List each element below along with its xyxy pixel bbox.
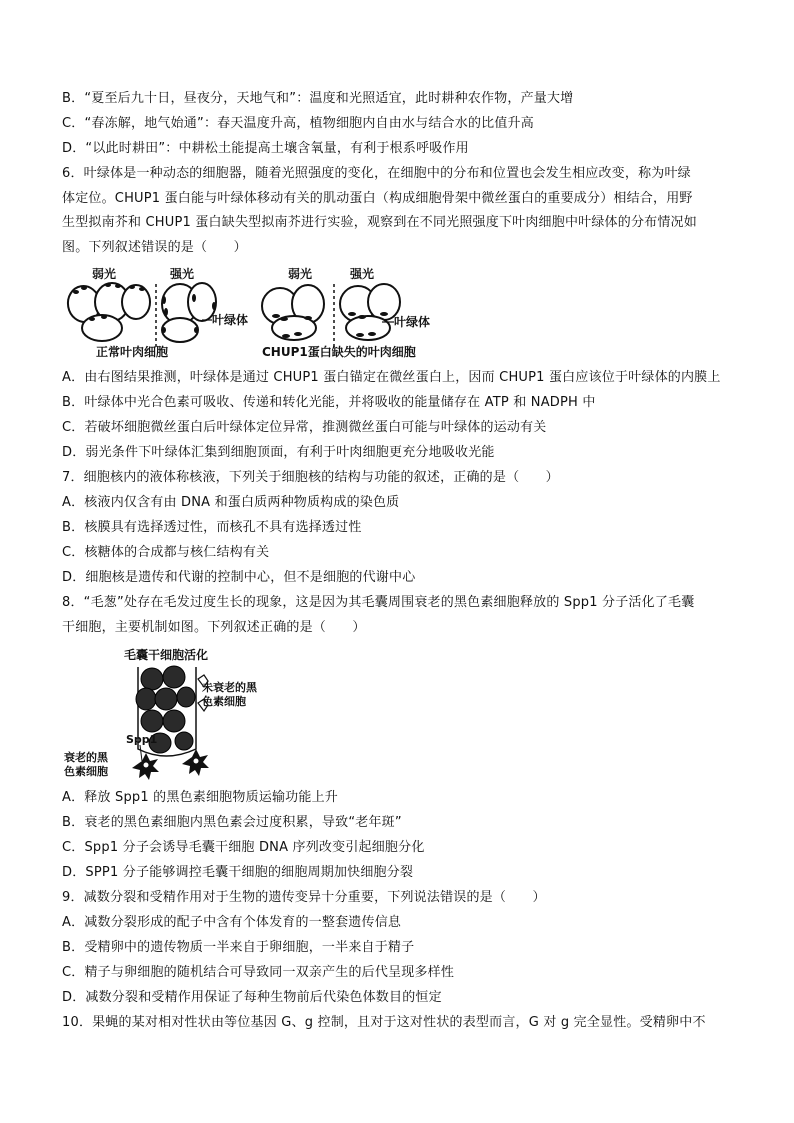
q6-right-caption: CHUP1蛋白缺失的叶肉细胞	[262, 345, 416, 359]
q6-left-strong-label: 强光	[170, 267, 195, 281]
q9-option-c: C．精子与卵细胞的随机结合可导致同一双亲产生的后代呈现多样性	[62, 965, 455, 980]
q8-figure-title: 毛囊干细胞活化	[124, 648, 209, 662]
q9-option-d: D．减数分裂和受精作用保证了每种生物前后代染色体数目的恒定	[62, 990, 442, 1005]
q6-right-strong-label: 强光	[350, 267, 375, 281]
q7-stem: 7．细胞核内的液体称核液，下列关于细胞核的结构与功能的叙述，正确的是（ ）	[62, 470, 559, 485]
q8-option-d: D．SPP1 分子能够调控毛囊干细胞的细胞周期加快细胞分裂	[62, 865, 414, 880]
q9-option-b: B．受精卵中的遗传物质一半来自于卵细胞，一半来自于精子	[62, 940, 415, 955]
q6-left-weak-label: 弱光	[92, 267, 117, 281]
q8-stem-line-1: 8．“毛葱”处存在毛发过度生长的现象，这是因为其毛囊周围衰老的黑色素细胞释放的 Spp1 分子活化了毛囊	[62, 595, 695, 610]
q6-chloroplast-figure	[62, 262, 462, 362]
q6-option-a: A．由右图结果推测，叶绿体是通过 CHUP1 蛋白锚定在微丝蛋白上，因而 CHUP1 蛋白应该位于叶绿体的内膜上	[62, 370, 721, 385]
q6-left-strong-cells	[162, 283, 216, 342]
q8-label-spp1: Spp1	[126, 733, 158, 746]
q8-label-old-line-1: 衰老的黑	[64, 751, 108, 764]
q9-stem: 9．减数分裂和受精作用对于生物的遗传变异十分重要，下列说法错误的是（ ）	[62, 890, 546, 905]
q8-label-old-line-2: 色素细胞	[64, 765, 108, 778]
q6-right-weak-label: 弱光	[288, 267, 313, 281]
q7-option-d: D．细胞核是遗传和代谢的控制中心，但不是细胞的代谢中心	[62, 570, 416, 585]
q8-label-young-line-2: 色素细胞	[202, 695, 246, 708]
q6-right-pointer-label: 叶绿体	[394, 315, 431, 329]
q7-option-c: C．核糖体的合成都与核仁结构有关	[62, 545, 270, 560]
q6-left-pointer-label: 叶绿体	[212, 313, 249, 327]
q6-stem-line-1: 6．叶绿体是一种动态的细胞器，随着光照强度的变化，在细胞中的分布和位置也会发生相应改变，称为叶绿	[62, 166, 691, 181]
q8-option-c: C．Spp1 分子会诱导毛囊干细胞 DNA 序列改变引起细胞分化	[62, 840, 425, 855]
q8-aged-melanocytes	[132, 749, 209, 780]
q6-right-weak-cells	[262, 285, 324, 340]
q8-hair-follicle-figure	[62, 645, 262, 780]
q6-stem-line-4: 图。下列叙述错误的是（ ）	[62, 240, 247, 255]
q6-left-caption: 正常叶肉细胞	[96, 345, 169, 359]
q6-stem-line-2: 体定位。CHUP1 蛋白能与叶绿体移动有关的肌动蛋白（构成细胞骨架中微丝蛋白的重要成分）相结合，用野	[62, 191, 693, 206]
q6-stem-line-3: 生型拟南芥和 CHUP1 蛋白缺失型拟南芥进行实验，观察到在不同光照强度下叶肉细胞中叶绿体的分布情况如	[62, 215, 697, 230]
q6-option-b: B．叶绿体中光合色素可吸收、传递和转化光能，并将吸收的能量储存在 ATP 和 NADPH 中	[62, 395, 596, 410]
q8-spp1-arrow	[140, 745, 142, 761]
q9-option-a: A．减数分裂形成的配子中含有个体发育的一整套遗传信息	[62, 915, 402, 930]
q10-stem: 10．果蝇的某对相对性状由等位基因 G、g 控制，且对于这对性状的表型而言，G 对 g 完全显性。受精卵中不	[62, 1015, 706, 1030]
q8-option-a: A．释放 Spp1 的黑色素细胞物质运输功能上升	[62, 790, 338, 805]
prev-option-b: B．“夏至后九十日，昼夜分，天地气和”：温度和光照适宜，此时耕种农作物，产量大增	[62, 91, 574, 106]
q6-right-strong-cells	[340, 284, 400, 340]
q8-option-b: B．衰老的黑色素细胞内黑色素会过度积累，导致“老年斑”	[62, 815, 402, 830]
q8-label-young-line-1: 未衰老的黑	[202, 681, 257, 694]
prev-option-c: C．“春冻解，地气始通”：春天温度升高，植物细胞内自由水与结合水的比值升高	[62, 116, 534, 131]
q8-stem-line-2: 干细胞，主要机制如图。下列叙述正确的是（ ）	[62, 620, 366, 635]
prev-option-d: D．“以此时耕田”：中耕松土能提高土壤含氧量，有利于根系呼吸作用	[62, 141, 469, 156]
q7-option-a: A．核液内仅含有由 DNA 和蛋白质两种物质构成的染色质	[62, 495, 400, 510]
q7-option-b: B．核膜具有选择透过性，而核孔不具有选择透过性	[62, 520, 362, 535]
q6-option-d: D．弱光条件下叶绿体汇集到细胞顶面，有利于叶肉细胞更充分地吸收光能	[62, 445, 495, 460]
q6-option-c: C．若破坏细胞微丝蛋白后叶绿体定位异常，推测微丝蛋白可能与叶绿体的运动有关	[62, 420, 547, 435]
